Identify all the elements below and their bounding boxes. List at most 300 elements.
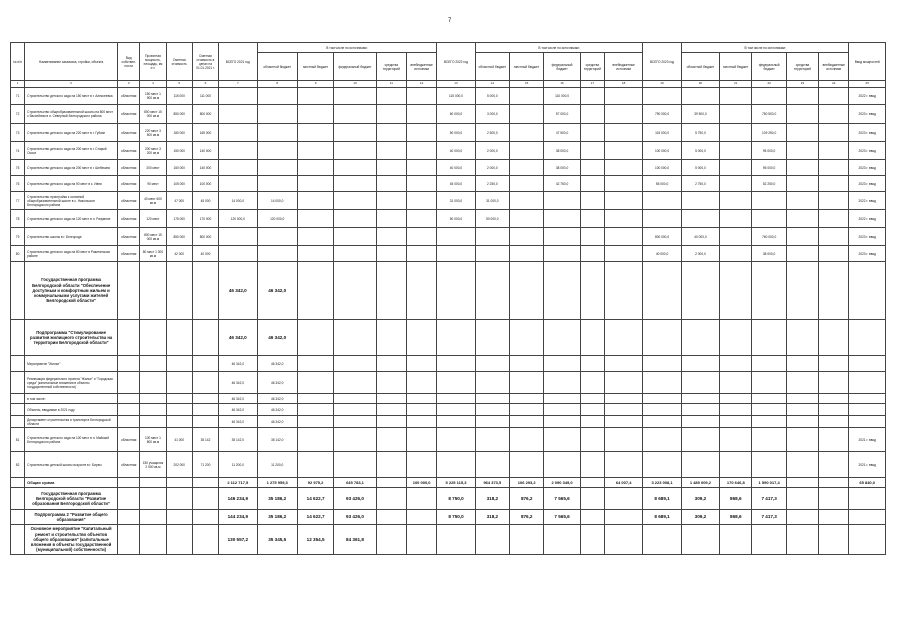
table-cell: 144 234,9 bbox=[219, 510, 257, 525]
table-cell bbox=[510, 525, 544, 555]
table-cell bbox=[849, 262, 886, 320]
table-cell: 120 мест bbox=[140, 210, 166, 228]
table-cell bbox=[475, 394, 509, 404]
row-title: Государственная программа Белгородской области "Развитие образования Белгородской области" bbox=[25, 488, 118, 510]
table-cell bbox=[849, 416, 886, 428]
table-cell: 100 000,0 bbox=[406, 478, 436, 488]
table-cell bbox=[297, 320, 333, 356]
table-cell bbox=[786, 356, 818, 372]
table-cell bbox=[819, 416, 849, 428]
table-cell bbox=[475, 372, 509, 394]
table-cell bbox=[720, 160, 752, 176]
table-cell: 100 000,0 bbox=[643, 160, 681, 176]
table-cell: 46 342,0 bbox=[219, 404, 257, 416]
summary-row bbox=[11, 394, 886, 404]
object-name-cell: Строительство детского сада на 200 мест в г. Старый Оскол bbox=[25, 142, 118, 160]
table-cell bbox=[140, 372, 166, 394]
table-cell bbox=[406, 160, 436, 176]
table-cell bbox=[406, 394, 436, 404]
table-cell bbox=[257, 228, 297, 246]
table-cell: областная bbox=[118, 452, 140, 478]
table-cell: 8 689,1 bbox=[643, 510, 681, 525]
table-cell: 45 000,0 bbox=[437, 176, 475, 192]
table-cell: 170 646,8 bbox=[720, 478, 752, 488]
object-name-cell: Строительство пристройки к основной общеобразовательной школе в с. Никольское Белгородского района bbox=[25, 192, 118, 210]
table-row bbox=[11, 228, 886, 246]
table-cell bbox=[257, 246, 297, 262]
table-cell bbox=[720, 320, 752, 356]
column-number: 25 bbox=[849, 81, 886, 88]
object-name-cell: Строительство общеобразовательной школы на 800 мест с бассейном в п. Северный Белгородского района bbox=[25, 105, 118, 124]
table-cell bbox=[681, 320, 719, 356]
table-cell bbox=[580, 452, 604, 478]
table-cell bbox=[297, 176, 333, 192]
object-name-cell: Строительство детского сада на 150 мест в г. Алексеевка bbox=[25, 88, 118, 105]
table-cell: 78 bbox=[11, 210, 25, 228]
table-cell bbox=[510, 262, 544, 320]
table-cell bbox=[544, 525, 580, 555]
table-cell bbox=[604, 416, 642, 428]
table-cell bbox=[720, 176, 752, 192]
table-cell bbox=[720, 192, 752, 210]
table-cell bbox=[166, 404, 192, 416]
table-cell bbox=[334, 394, 376, 404]
table-cell: 14 000,0 bbox=[257, 192, 297, 210]
table-cell bbox=[604, 510, 642, 525]
table-cell bbox=[376, 124, 406, 142]
event-row bbox=[11, 525, 886, 555]
table-cell bbox=[334, 262, 376, 320]
table-cell bbox=[192, 372, 218, 394]
table-cell bbox=[406, 525, 436, 555]
table-cell: 120 000,0 bbox=[257, 210, 297, 228]
table-cell bbox=[786, 488, 818, 510]
table-cell: 73 bbox=[11, 124, 25, 142]
table-cell bbox=[544, 192, 580, 210]
table-cell bbox=[819, 228, 849, 246]
table-cell bbox=[166, 262, 192, 320]
table-cell: 868,6 bbox=[720, 510, 752, 525]
table-cell bbox=[604, 210, 642, 228]
table-cell bbox=[752, 356, 786, 372]
table-cell: 46 342,0 bbox=[257, 262, 297, 320]
table-cell: 11 200,0 bbox=[219, 452, 257, 478]
table-cell bbox=[437, 404, 475, 416]
table-cell bbox=[786, 246, 818, 262]
table-cell bbox=[720, 525, 752, 555]
table-cell bbox=[406, 124, 436, 142]
table-cell: 876,2 bbox=[510, 510, 544, 525]
table-cell: 175 000 bbox=[166, 210, 192, 228]
table-cell bbox=[544, 320, 580, 356]
table-cell: 2 090 349,0 bbox=[544, 478, 580, 488]
table-cell: 8 750,0 bbox=[437, 488, 475, 510]
table-cell bbox=[334, 105, 376, 124]
table-cell: 93 426,0 bbox=[334, 488, 376, 510]
table-cell: 46 342,0 bbox=[257, 320, 297, 356]
column-number: 3 bbox=[118, 81, 140, 88]
table-cell bbox=[192, 320, 218, 356]
table-cell: 46 342,0 bbox=[219, 394, 257, 404]
table-cell bbox=[510, 356, 544, 372]
table-cell: 35 186,2 bbox=[257, 488, 297, 510]
table-cell bbox=[334, 246, 376, 262]
table-cell bbox=[376, 404, 406, 416]
table-cell: 40 000 bbox=[192, 246, 218, 262]
column-number: 8 bbox=[257, 81, 297, 88]
table-cell bbox=[376, 394, 406, 404]
row-title: Мероприятие "Жилье" bbox=[25, 356, 118, 372]
column-number: 15 bbox=[510, 81, 544, 88]
table-cell bbox=[510, 416, 544, 428]
table-cell bbox=[376, 160, 406, 176]
table-cell: 60 000,0 bbox=[437, 105, 475, 124]
table-cell bbox=[604, 176, 642, 192]
table-cell bbox=[475, 356, 509, 372]
table-cell bbox=[604, 452, 642, 478]
table-cell: 2023 г. ввод bbox=[849, 124, 886, 142]
table-cell: 7 417,3 bbox=[752, 510, 786, 525]
table-cell: 2023 г. ввод bbox=[849, 142, 886, 160]
table-cell: 150 учащихся 2 500 кв.м bbox=[140, 452, 166, 478]
table-cell bbox=[406, 356, 436, 372]
table-cell bbox=[475, 525, 509, 555]
table-cell: 47 500,0 bbox=[544, 124, 580, 142]
table-cell bbox=[643, 320, 681, 356]
table-cell: 180 000 bbox=[166, 124, 192, 142]
col-header-federal-2021: федеральный бюджет bbox=[334, 53, 376, 81]
table-cell bbox=[219, 88, 257, 105]
table-cell: 41 000 bbox=[166, 428, 192, 452]
table-cell: 2023 г. ввод bbox=[849, 228, 886, 246]
table-cell: 80 мест 1 300 кв.м bbox=[140, 246, 166, 262]
table-cell bbox=[376, 88, 406, 105]
table-cell: 106 293,2 bbox=[510, 478, 544, 488]
object-name-cell: Строительство детского сада на 80 мест в Ракитянском районе bbox=[25, 246, 118, 262]
table-cell: 318,2 bbox=[475, 510, 509, 525]
object-name-cell: Строительство детской школы искусств в г. Бирюч bbox=[25, 452, 118, 478]
table-cell bbox=[786, 525, 818, 555]
table-cell bbox=[140, 262, 166, 320]
table-cell: 800 000 bbox=[192, 228, 218, 246]
table-cell bbox=[544, 416, 580, 428]
table-cell bbox=[786, 320, 818, 356]
table-cell bbox=[437, 320, 475, 356]
table-cell bbox=[580, 478, 604, 488]
table-cell: 2021 г. ввод bbox=[849, 428, 886, 452]
table-cell: 50 000,0 bbox=[437, 210, 475, 228]
table-cell bbox=[257, 160, 297, 176]
table-cell: 1 275 959,3 bbox=[257, 478, 297, 488]
table-row bbox=[11, 246, 886, 262]
table-cell bbox=[819, 160, 849, 176]
col-header-regional-2022: областной бюджет bbox=[475, 53, 509, 81]
table-cell bbox=[720, 246, 752, 262]
table-cell: 64 007,4 bbox=[604, 478, 642, 488]
table-cell bbox=[819, 428, 849, 452]
table-cell: 35 142,0 bbox=[257, 428, 297, 452]
table-cell bbox=[297, 105, 333, 124]
table-row bbox=[11, 88, 886, 105]
table-cell bbox=[720, 88, 752, 105]
table-cell bbox=[544, 228, 580, 246]
table-cell bbox=[376, 105, 406, 124]
table-cell bbox=[219, 124, 257, 142]
table-cell bbox=[510, 142, 544, 160]
col-header-local-2021: местный бюджет bbox=[297, 53, 333, 81]
table-cell bbox=[219, 246, 257, 262]
table-cell bbox=[580, 105, 604, 124]
table-cell: 40 000,0 bbox=[437, 160, 475, 176]
table-cell bbox=[643, 210, 681, 228]
column-number: 11 bbox=[376, 81, 406, 88]
table-cell: 50 000,0 bbox=[475, 210, 509, 228]
col-group-sources-2021: В том числе по источникам: bbox=[257, 43, 437, 53]
table-cell: 38 000,0 bbox=[752, 246, 786, 262]
table-cell bbox=[786, 510, 818, 525]
table-cell bbox=[681, 452, 719, 478]
table-cell: 46 342,0 bbox=[257, 356, 297, 372]
table-cell bbox=[257, 105, 297, 124]
table-cell bbox=[819, 488, 849, 510]
table-cell: 46 342,0 bbox=[219, 320, 257, 356]
table-cell: 105 000 bbox=[166, 176, 192, 192]
col-header-offbudget-2022: внебюджетные источники bbox=[604, 53, 642, 81]
table-cell: 165 000 bbox=[192, 124, 218, 142]
object-name-cell: Строительство школы в г. Белгороде bbox=[25, 228, 118, 246]
col-header-federal-2023: федеральный бюджет bbox=[752, 53, 786, 81]
table-cell bbox=[510, 428, 544, 452]
table-cell bbox=[334, 356, 376, 372]
table-cell bbox=[297, 228, 333, 246]
table-cell bbox=[118, 510, 140, 525]
col-header-regional-2023: областной бюджет bbox=[681, 53, 719, 81]
table-cell bbox=[604, 192, 642, 210]
table-cell: 150 000 bbox=[166, 142, 192, 160]
event-row bbox=[11, 356, 886, 372]
table-cell bbox=[752, 404, 786, 416]
table-cell bbox=[604, 356, 642, 372]
table-cell: 90 мест bbox=[140, 176, 166, 192]
table-row bbox=[11, 210, 886, 228]
table-cell: 72 bbox=[11, 105, 25, 124]
table-cell bbox=[297, 404, 333, 416]
table-cell bbox=[819, 124, 849, 142]
table-cell bbox=[849, 488, 886, 510]
table-cell bbox=[219, 105, 257, 124]
table-cell bbox=[437, 372, 475, 394]
table-cell bbox=[819, 210, 849, 228]
table-cell bbox=[406, 176, 436, 192]
table-cell: 115 000 bbox=[166, 88, 192, 105]
table-cell: 11 200,0 bbox=[257, 452, 297, 478]
table-cell: 100 000,0 bbox=[643, 142, 681, 160]
table-cell: 47 000 bbox=[166, 192, 192, 210]
program-row bbox=[11, 262, 886, 320]
table-cell bbox=[510, 320, 544, 356]
column-number: 22 bbox=[752, 81, 786, 88]
column-number: 19 bbox=[643, 81, 681, 88]
table-cell bbox=[334, 372, 376, 394]
table-cell bbox=[604, 488, 642, 510]
table-cell: 964 373,5 bbox=[475, 478, 509, 488]
table-cell: 46 342,0 bbox=[257, 416, 297, 428]
table-cell: 95 000,0 bbox=[752, 160, 786, 176]
table-cell bbox=[580, 356, 604, 372]
table-cell bbox=[580, 510, 604, 525]
page-number: 7 bbox=[448, 18, 452, 24]
table-cell bbox=[118, 394, 140, 404]
table-cell bbox=[604, 124, 642, 142]
col-header-regional-2021: областной бюджет bbox=[257, 53, 297, 81]
table-cell bbox=[604, 404, 642, 416]
table-cell bbox=[334, 176, 376, 192]
table-row bbox=[11, 124, 886, 142]
table-cell: 71 bbox=[11, 88, 25, 105]
table-cell bbox=[166, 320, 192, 356]
table-cell bbox=[720, 228, 752, 246]
table-cell bbox=[334, 428, 376, 452]
table-cell bbox=[376, 246, 406, 262]
table-cell bbox=[681, 262, 719, 320]
table-cell bbox=[406, 228, 436, 246]
table-cell bbox=[166, 372, 192, 394]
table-cell bbox=[192, 262, 218, 320]
object-name-cell: Строительство детского сада на 200 мест в г. Шебекино bbox=[25, 160, 118, 176]
table-cell bbox=[510, 105, 544, 124]
table-cell bbox=[118, 488, 140, 510]
row-title: Департамент строительства и транспорта Белгородской области bbox=[25, 416, 118, 428]
table-cell bbox=[604, 246, 642, 262]
table-cell: 5 000,0 bbox=[681, 142, 719, 160]
table-cell: 2 112 717,5 bbox=[219, 478, 257, 488]
table-cell bbox=[437, 452, 475, 478]
table-cell bbox=[580, 372, 604, 394]
table-cell bbox=[297, 160, 333, 176]
table-cell: 52 250,0 bbox=[752, 176, 786, 192]
table-cell bbox=[580, 320, 604, 356]
table-cell bbox=[819, 320, 849, 356]
table-cell bbox=[580, 124, 604, 142]
table-cell bbox=[166, 394, 192, 404]
table-cell: 760 000,0 bbox=[752, 228, 786, 246]
table-cell: 2023 г. ввод bbox=[849, 246, 886, 262]
table-cell bbox=[786, 142, 818, 160]
table-cell bbox=[11, 394, 25, 404]
table-cell: 14 622,7 bbox=[297, 488, 333, 510]
table-cell: 318,2 bbox=[475, 488, 509, 510]
table-cell bbox=[376, 192, 406, 210]
table-cell: 46 342,0 bbox=[257, 404, 297, 416]
table-cell bbox=[406, 416, 436, 428]
table-cell bbox=[140, 478, 166, 488]
table-cell bbox=[475, 404, 509, 416]
table-cell: 200 мест 3 200 кв.м bbox=[140, 142, 166, 160]
table-cell: 46 342,0 bbox=[219, 356, 257, 372]
table-cell bbox=[11, 525, 25, 555]
table-cell bbox=[819, 510, 849, 525]
table-cell bbox=[786, 105, 818, 124]
table-row bbox=[11, 452, 886, 478]
table-cell bbox=[334, 192, 376, 210]
column-number: 10 bbox=[334, 81, 376, 88]
table-cell bbox=[406, 320, 436, 356]
table-cell bbox=[786, 88, 818, 105]
row-title: Подпрограмма 2 "Развитие общего образования" bbox=[25, 510, 118, 525]
table-cell: 2 000,0 bbox=[681, 246, 719, 262]
program-row bbox=[11, 488, 886, 510]
table-cell bbox=[849, 356, 886, 372]
table-cell: 79 bbox=[11, 228, 25, 246]
column-number: 16 bbox=[544, 81, 580, 88]
table-cell: 800 000 bbox=[192, 105, 218, 124]
table-cell bbox=[297, 210, 333, 228]
table-cell bbox=[580, 88, 604, 105]
table-cell bbox=[819, 142, 849, 160]
col-header-total-2023: ВСЕГО 2023 год bbox=[643, 43, 681, 81]
column-number: 2 bbox=[25, 81, 118, 88]
row-title: Общая сумма bbox=[25, 478, 118, 488]
table-cell: 790 000,0 bbox=[643, 105, 681, 124]
table-cell: 850 000 bbox=[166, 105, 192, 124]
table-cell bbox=[192, 488, 218, 510]
table-cell bbox=[720, 210, 752, 228]
table-cell: 130 557,2 bbox=[219, 525, 257, 555]
table-cell bbox=[297, 192, 333, 210]
table-cell: 110 000,0 bbox=[544, 88, 580, 105]
table-cell: 84 361,8 bbox=[334, 525, 376, 555]
table-cell bbox=[643, 416, 681, 428]
table-cell: 92 975,2 bbox=[297, 478, 333, 488]
table-cell bbox=[11, 356, 25, 372]
table-cell bbox=[580, 394, 604, 404]
table-cell bbox=[720, 105, 752, 124]
col-header-territories-2023: средства территорий bbox=[786, 53, 818, 81]
col-header-name: Наименование заказчика, стройки, объекта bbox=[25, 43, 118, 81]
table-cell: 109 250,0 bbox=[752, 124, 786, 142]
col-header-estimated-cost: Сметная стоимость bbox=[166, 43, 192, 81]
row-title: Объекты, вводимые в 2021 году bbox=[25, 404, 118, 416]
table-cell: 850 000 bbox=[166, 228, 192, 246]
table-cell: 115 000,0 bbox=[643, 124, 681, 142]
table-cell bbox=[475, 428, 509, 452]
table-cell bbox=[475, 228, 509, 246]
table-cell bbox=[376, 176, 406, 192]
table-cell bbox=[334, 452, 376, 478]
table-cell bbox=[406, 246, 436, 262]
table-cell bbox=[643, 356, 681, 372]
table-cell bbox=[406, 210, 436, 228]
table-cell: 35 142,0 bbox=[219, 428, 257, 452]
table-cell: 5 000,0 bbox=[475, 88, 509, 105]
table-cell bbox=[720, 394, 752, 404]
table-cell bbox=[297, 356, 333, 372]
table-cell bbox=[475, 416, 509, 428]
table-cell bbox=[786, 192, 818, 210]
table-cell bbox=[681, 192, 719, 210]
table-cell bbox=[192, 416, 218, 428]
table-cell bbox=[544, 404, 580, 416]
table-cell: областная bbox=[118, 160, 140, 176]
row-title: Государственная программа Белгородской области "Обеспечение доступным и комфортным жильем и коммунальными услугами жителей Белгородской области" bbox=[25, 262, 118, 320]
table-cell bbox=[437, 428, 475, 452]
table-cell bbox=[604, 228, 642, 246]
table-cell: 40 мест 600 кв.м bbox=[140, 192, 166, 210]
table-cell: 57 000,0 bbox=[544, 105, 580, 124]
column-number: 4 bbox=[140, 81, 166, 88]
table-cell bbox=[786, 372, 818, 394]
table-cell: 5 750,0 bbox=[681, 124, 719, 142]
